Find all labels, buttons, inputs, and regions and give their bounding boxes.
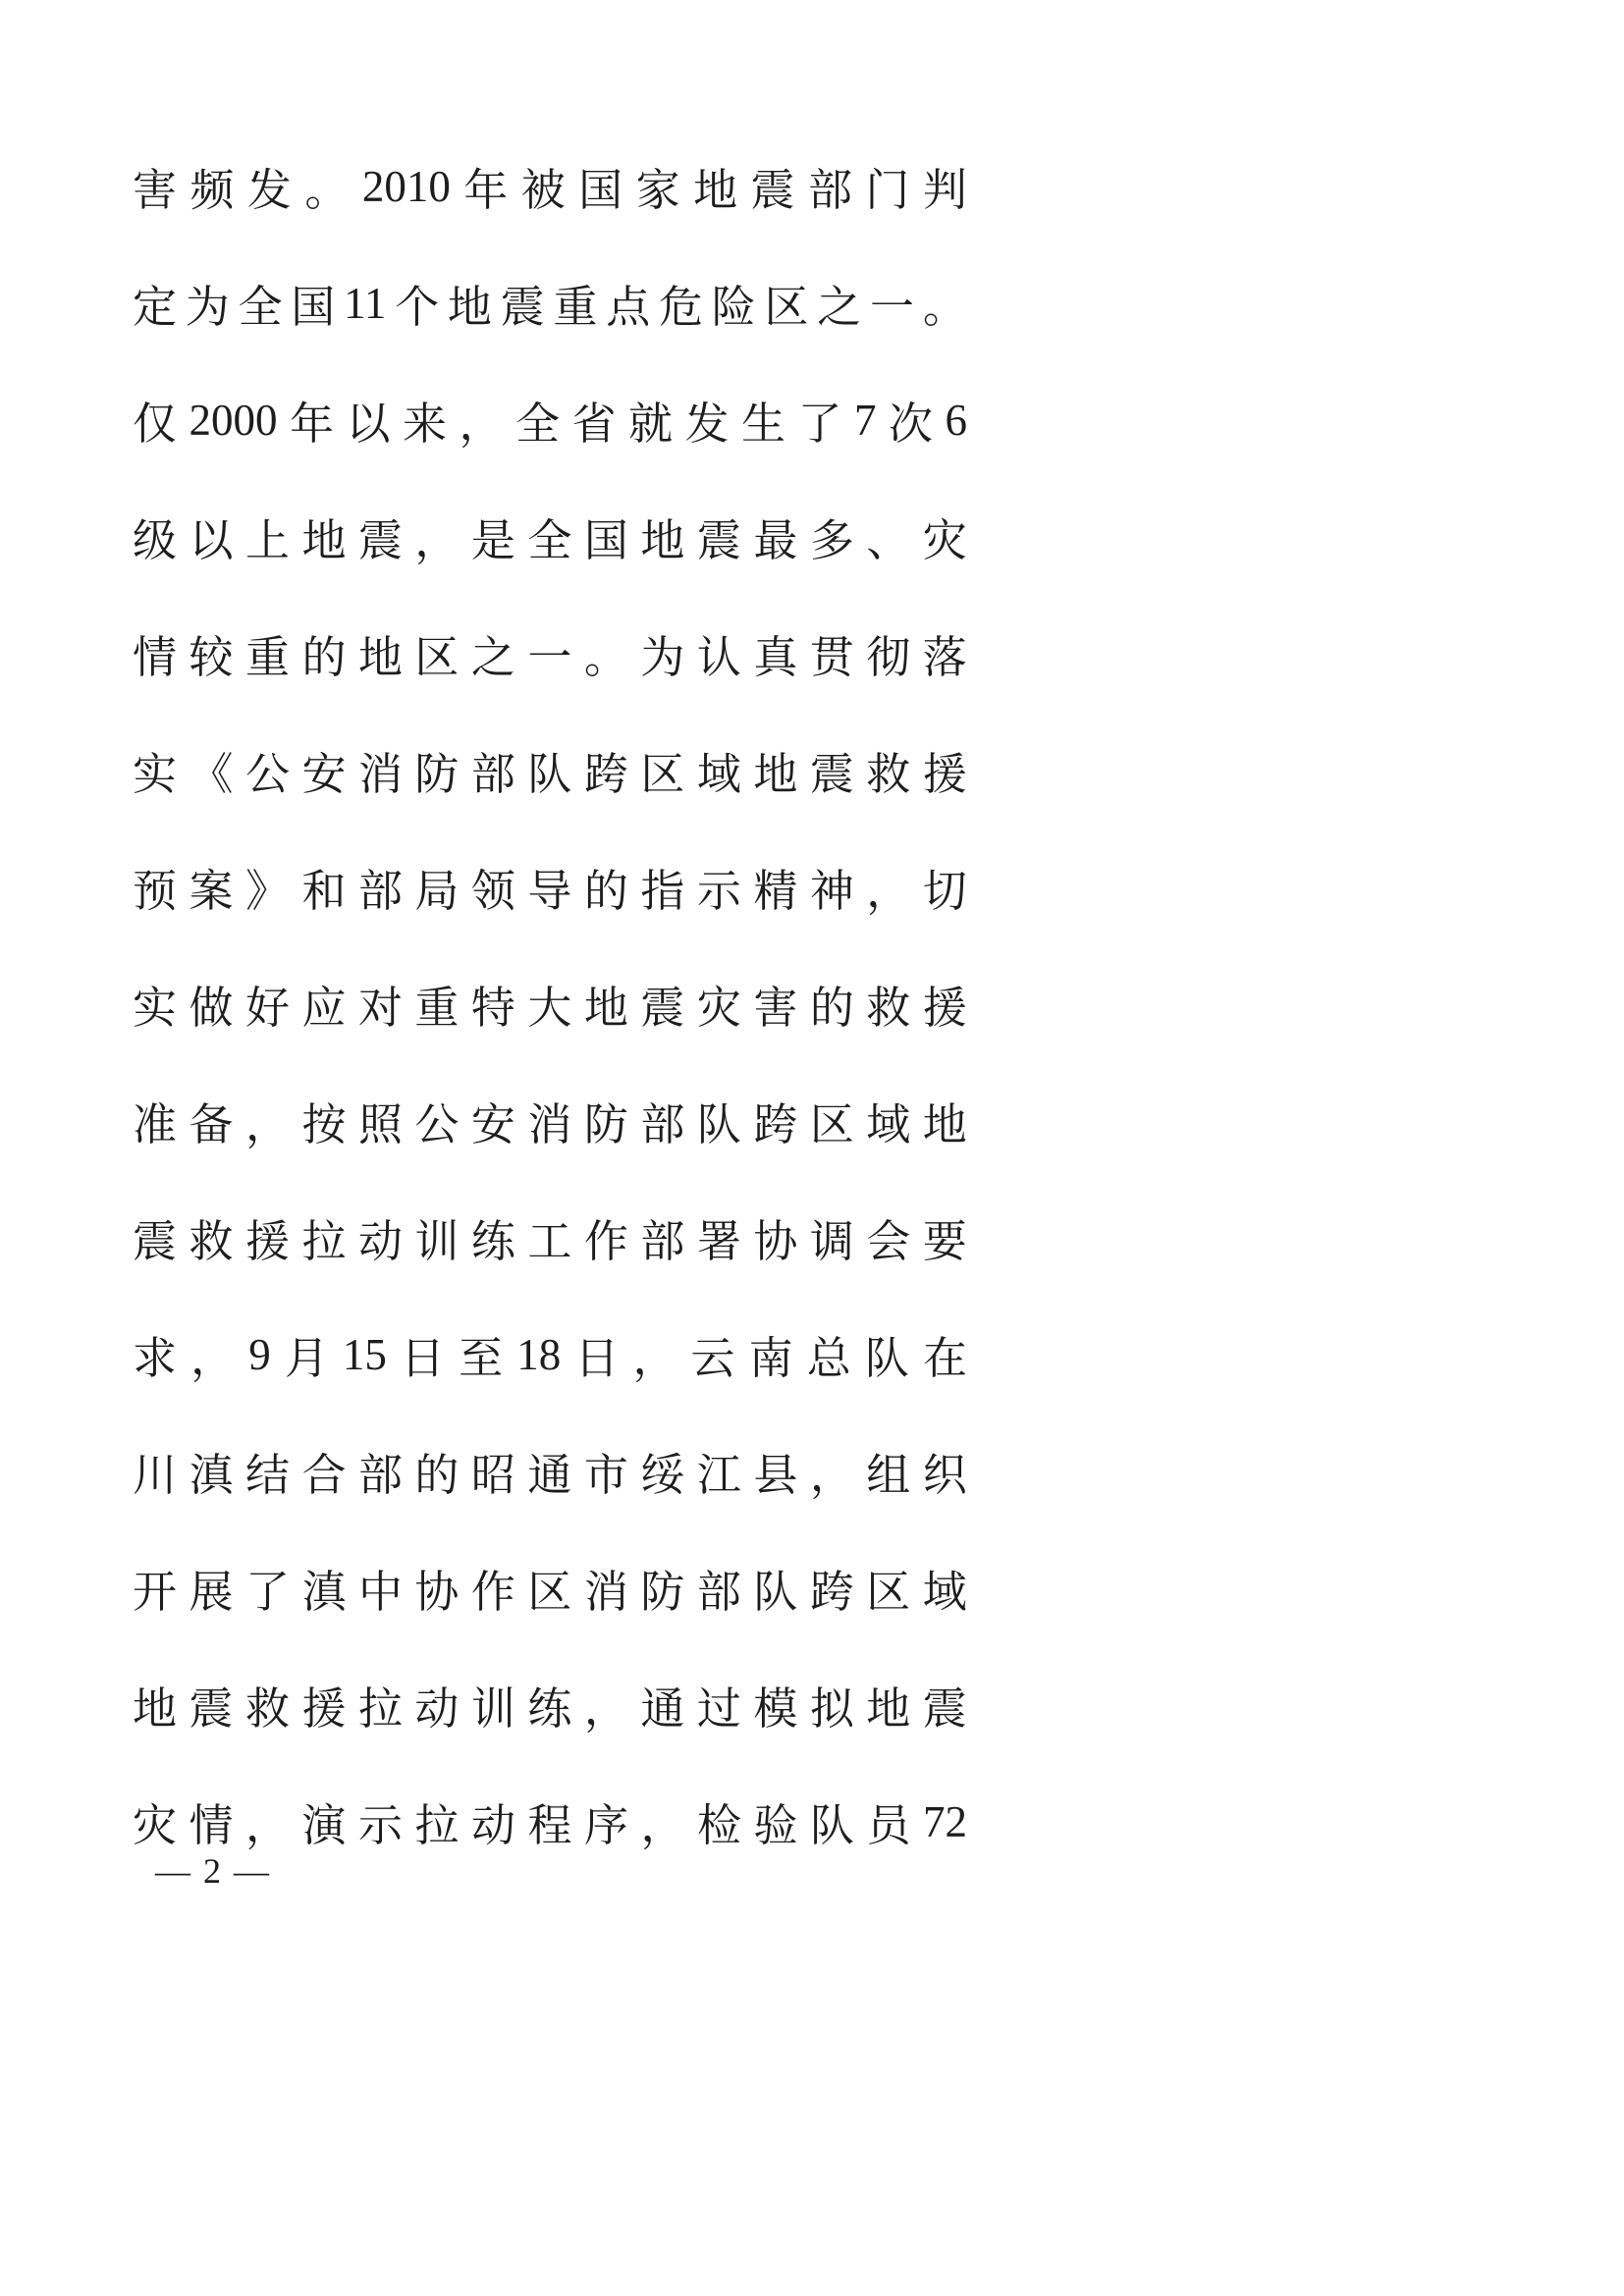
text-token: 特 xyxy=(470,984,515,1033)
text-token: 个 xyxy=(395,283,440,332)
text-token: 情 xyxy=(133,633,178,682)
text-token: 的 xyxy=(414,1451,460,1500)
text-token: ， xyxy=(640,1801,685,1850)
text-token: 震 xyxy=(922,1684,967,1734)
text-token: 震 xyxy=(640,984,685,1033)
text-token: 和 xyxy=(301,867,347,916)
text-token: 领 xyxy=(470,867,515,916)
text-token: 实 xyxy=(133,750,178,799)
text-token: 了 xyxy=(244,1568,290,1617)
text-token: 之 xyxy=(817,283,862,332)
text-token: 安 xyxy=(470,1100,515,1149)
text-token: 至 xyxy=(459,1334,504,1383)
text-line xyxy=(133,828,967,945)
text-token: 在 xyxy=(922,1334,967,1383)
text-token: 震 xyxy=(189,1684,234,1734)
text-token: 险 xyxy=(711,283,756,332)
text-token: 公 xyxy=(414,1100,460,1149)
text-token: 检 xyxy=(697,1801,742,1850)
text-token: 公 xyxy=(244,750,290,799)
text-token: ， xyxy=(245,1801,291,1850)
text-token: 动 xyxy=(357,1217,403,1266)
text-token: 多 xyxy=(809,516,854,565)
text-line xyxy=(133,1062,967,1179)
text-token: 害 xyxy=(133,166,178,215)
text-token: 的 xyxy=(809,984,854,1033)
text-token: 9 xyxy=(248,1329,271,1379)
text-token: 频 xyxy=(189,166,235,215)
document-body xyxy=(133,128,967,1880)
text-token: 昭 xyxy=(470,1451,515,1500)
text-token: 滇 xyxy=(301,1568,347,1617)
text-token: 救 xyxy=(189,1217,234,1266)
text-token: 7 xyxy=(853,395,877,445)
text-token: 照 xyxy=(357,1100,403,1149)
text-token: 国 xyxy=(583,516,628,565)
text-token: 地 xyxy=(357,633,403,682)
text-token: 就 xyxy=(627,400,673,449)
text-token: 区 xyxy=(866,1568,911,1617)
text-token: 区 xyxy=(764,283,809,332)
text-token: 震 xyxy=(809,750,854,799)
text-token: 消 xyxy=(583,1568,628,1617)
text-line xyxy=(133,244,967,361)
text-token: 部 xyxy=(696,1568,741,1617)
text-token: 点 xyxy=(606,283,651,332)
text-token: 上 xyxy=(244,516,290,565)
text-token: 示 xyxy=(358,1801,404,1850)
text-token: 判 xyxy=(922,166,967,215)
text-token: 拉 xyxy=(414,1801,460,1850)
text-token: 导 xyxy=(527,867,572,916)
text-token: 通 xyxy=(527,1451,572,1500)
text-token: 震 xyxy=(357,516,403,565)
text-token: 域 xyxy=(866,1100,911,1149)
text-token: 示 xyxy=(696,867,741,916)
text-token: 精 xyxy=(753,867,798,916)
text-token: 区 xyxy=(640,750,685,799)
text-token: 实 xyxy=(133,984,178,1033)
text-line xyxy=(133,1296,967,1413)
text-token: 2000 xyxy=(189,395,278,445)
text-line xyxy=(133,478,967,595)
text-token: 跨 xyxy=(809,1568,854,1617)
text-token: 来 xyxy=(402,400,447,449)
text-token: 开 xyxy=(133,1568,178,1617)
text-token: 区 xyxy=(527,1568,572,1617)
text-token: 援 xyxy=(922,984,967,1033)
text-line xyxy=(133,1529,967,1646)
text-token: 会 xyxy=(866,1217,911,1266)
text-token: 级 xyxy=(133,516,178,565)
text-token: 署 xyxy=(696,1217,741,1266)
text-token: 练 xyxy=(470,1217,515,1266)
text-token: 一 xyxy=(527,633,572,682)
text-token: ， xyxy=(414,516,460,565)
text-token: 全 xyxy=(238,283,283,332)
text-token: 日 xyxy=(401,1334,446,1383)
text-token: 地 xyxy=(133,1684,178,1734)
text-token: 拉 xyxy=(357,1684,403,1734)
text-token: 程 xyxy=(527,1801,572,1850)
text-token: 防 xyxy=(583,1100,628,1149)
text-token: 全 xyxy=(514,400,560,449)
text-token: 。 xyxy=(304,166,350,215)
text-token: 地 xyxy=(583,984,628,1033)
text-token: 队 xyxy=(864,1334,909,1383)
text-token: 消 xyxy=(527,1100,572,1149)
text-token: 调 xyxy=(809,1217,854,1266)
text-token: 的 xyxy=(583,867,628,916)
text-token: 协 xyxy=(753,1217,798,1266)
text-token: 灾 xyxy=(922,516,967,565)
text-token: 区 xyxy=(414,633,460,682)
text-token: 被 xyxy=(520,166,566,215)
text-token: 部 xyxy=(470,750,515,799)
text-token: 作 xyxy=(470,1568,515,1617)
text-token: 救 xyxy=(866,984,911,1033)
text-token: 部 xyxy=(807,166,852,215)
text-token: 序 xyxy=(584,1801,629,1850)
text-token: 门 xyxy=(865,166,910,215)
text-token: 做 xyxy=(189,984,234,1033)
text-token: 6 xyxy=(945,395,967,445)
text-token: 全 xyxy=(527,516,572,565)
text-token: 震 xyxy=(500,283,545,332)
text-token: 组 xyxy=(866,1451,911,1500)
text-token: 地 xyxy=(922,1100,967,1149)
text-token: 、 xyxy=(866,516,911,565)
text-token: ， xyxy=(583,1684,628,1734)
text-token: 救 xyxy=(866,750,911,799)
text-token: 训 xyxy=(470,1684,515,1734)
text-token: 省 xyxy=(571,400,617,449)
text-token: 》 xyxy=(244,867,290,916)
text-token: 域 xyxy=(696,750,741,799)
text-line xyxy=(133,361,967,478)
text-token: 地 xyxy=(753,750,798,799)
text-token: 跨 xyxy=(753,1100,798,1149)
text-token: 部 xyxy=(640,1217,685,1266)
text-token: 危 xyxy=(658,283,703,332)
text-token: 区 xyxy=(809,1100,854,1149)
text-token: 指 xyxy=(640,867,685,916)
text-token: 日 xyxy=(574,1334,620,1383)
text-token: 15 xyxy=(342,1329,387,1379)
text-token: 11 xyxy=(344,278,387,328)
text-token: 为 xyxy=(640,633,685,682)
text-token: 云 xyxy=(690,1334,735,1383)
text-token: 地 xyxy=(693,166,738,215)
text-token: 防 xyxy=(640,1568,685,1617)
text-token: 神 xyxy=(809,867,854,916)
text-token: ， xyxy=(459,400,504,449)
text-token: 结 xyxy=(244,1451,290,1500)
text-line xyxy=(133,1413,967,1529)
text-token: 协 xyxy=(414,1568,460,1617)
text-token: 绥 xyxy=(640,1451,685,1500)
text-token: 应 xyxy=(301,984,347,1033)
text-token: 队 xyxy=(696,1100,741,1149)
text-token: 案 xyxy=(189,867,234,916)
text-token: 作 xyxy=(583,1217,628,1266)
text-token: 重 xyxy=(553,283,598,332)
text-token: ， xyxy=(809,1451,854,1500)
text-token: 国 xyxy=(291,283,336,332)
text-token: 织 xyxy=(922,1451,967,1500)
text-token: 局 xyxy=(414,867,460,916)
text-token: 月 xyxy=(284,1334,329,1383)
text-token: 防 xyxy=(414,750,460,799)
text-line xyxy=(133,1179,967,1296)
text-token: 较 xyxy=(189,633,234,682)
text-token: 地 xyxy=(301,516,347,565)
text-token: 落 xyxy=(922,633,967,682)
text-token: 模 xyxy=(753,1684,798,1734)
text-token: 县 xyxy=(753,1451,798,1500)
text-token: 按 xyxy=(301,1100,347,1149)
text-token: 18 xyxy=(516,1329,562,1379)
text-token: 援 xyxy=(244,1217,290,1266)
text-token: 灾 xyxy=(133,1801,178,1850)
text-token: 大 xyxy=(527,984,572,1033)
text-token: 地 xyxy=(866,1684,911,1734)
text-token: 准 xyxy=(133,1100,178,1149)
text-token: 拟 xyxy=(809,1684,854,1734)
text-token: 安 xyxy=(301,750,347,799)
text-token: 发 xyxy=(246,166,292,215)
text-token: 。 xyxy=(583,633,628,682)
text-token: 震 xyxy=(750,166,795,215)
text-token: 次 xyxy=(888,400,933,449)
text-token: 彻 xyxy=(866,633,911,682)
text-token: 害 xyxy=(753,984,798,1033)
text-token: 地 xyxy=(640,516,685,565)
text-token: 滇 xyxy=(189,1451,234,1500)
text-token: 年 xyxy=(463,166,509,215)
text-token: 跨 xyxy=(583,750,628,799)
text-token: 真 xyxy=(753,633,798,682)
text-token: 消 xyxy=(357,750,403,799)
text-token: 2010 xyxy=(361,161,451,211)
text-token: 练 xyxy=(527,1684,572,1734)
page-number: — 2 — xyxy=(155,1851,271,1891)
text-token: 以 xyxy=(346,400,391,449)
text-token: 为 xyxy=(185,283,230,332)
text-token: 动 xyxy=(414,1684,460,1734)
text-token: 南 xyxy=(748,1334,793,1383)
text-token: 定 xyxy=(133,283,178,332)
text-token: 情 xyxy=(189,1801,234,1850)
text-line xyxy=(133,128,967,244)
text-token: 国 xyxy=(578,166,623,215)
text-token: 江 xyxy=(696,1451,741,1500)
text-token: 员 xyxy=(866,1801,911,1850)
text-token: 对 xyxy=(357,984,403,1033)
text-token: 队 xyxy=(753,1568,798,1617)
text-token: 切 xyxy=(922,867,967,916)
text-line xyxy=(133,595,967,712)
text-token: 部 xyxy=(357,867,403,916)
text-token: 演 xyxy=(301,1801,347,1850)
text-token: ， xyxy=(244,1100,290,1149)
text-token: 的 xyxy=(301,633,347,682)
text-token: 展 xyxy=(189,1568,234,1617)
text-token: 震 xyxy=(696,516,741,565)
text-token: 重 xyxy=(244,633,290,682)
text-token: 家 xyxy=(635,166,680,215)
text-line xyxy=(133,712,967,828)
text-token: 部 xyxy=(357,1451,403,1500)
text-token: 中 xyxy=(357,1568,403,1617)
text-token: 一 xyxy=(870,283,915,332)
text-token: 生 xyxy=(740,400,785,449)
text-token: 灾 xyxy=(696,984,741,1033)
text-token: 以 xyxy=(189,516,234,565)
text-token: 72 xyxy=(923,1796,967,1846)
text-token: 重 xyxy=(414,984,460,1033)
text-token: 通 xyxy=(640,1684,685,1734)
text-token: ， xyxy=(632,1334,677,1383)
text-token: 队 xyxy=(527,750,572,799)
text-token: 最 xyxy=(753,516,798,565)
text-token: 救 xyxy=(244,1684,290,1734)
text-token: 验 xyxy=(753,1801,798,1850)
text-line xyxy=(133,1646,967,1763)
text-token: 市 xyxy=(583,1451,628,1500)
text-token: 过 xyxy=(696,1684,741,1734)
text-token: 《 xyxy=(189,750,234,799)
text-token: 拉 xyxy=(301,1217,347,1266)
text-token: 求 xyxy=(133,1334,178,1383)
text-token: 之 xyxy=(470,633,515,682)
text-token: 援 xyxy=(301,1684,347,1734)
text-token: 域 xyxy=(922,1568,967,1617)
text-token: 认 xyxy=(696,633,741,682)
text-token: 备 xyxy=(189,1100,234,1149)
text-token: 发 xyxy=(684,400,730,449)
text-token: 贯 xyxy=(809,633,854,682)
text-token: 地 xyxy=(447,283,492,332)
text-token: 援 xyxy=(922,750,967,799)
text-token: 动 xyxy=(471,1801,516,1850)
text-token: 预 xyxy=(133,867,178,916)
text-token: 年 xyxy=(289,400,334,449)
text-token: 工 xyxy=(527,1217,572,1266)
text-token: 。 xyxy=(922,283,967,332)
text-token: ， xyxy=(190,1334,236,1383)
text-line xyxy=(133,945,967,1062)
text-token: 了 xyxy=(797,400,842,449)
text-token: 队 xyxy=(810,1801,855,1850)
text-token: 部 xyxy=(640,1100,685,1149)
text-token: 合 xyxy=(301,1451,347,1500)
text-token: 震 xyxy=(133,1217,178,1266)
text-token: ， xyxy=(866,867,911,916)
text-token: 总 xyxy=(806,1334,851,1383)
text-token: 要 xyxy=(922,1217,967,1266)
text-token: 川 xyxy=(133,1451,178,1500)
text-token: 好 xyxy=(244,984,290,1033)
text-token: 训 xyxy=(414,1217,460,1266)
text-token: 仅 xyxy=(133,400,178,449)
text-token: 是 xyxy=(470,516,515,565)
